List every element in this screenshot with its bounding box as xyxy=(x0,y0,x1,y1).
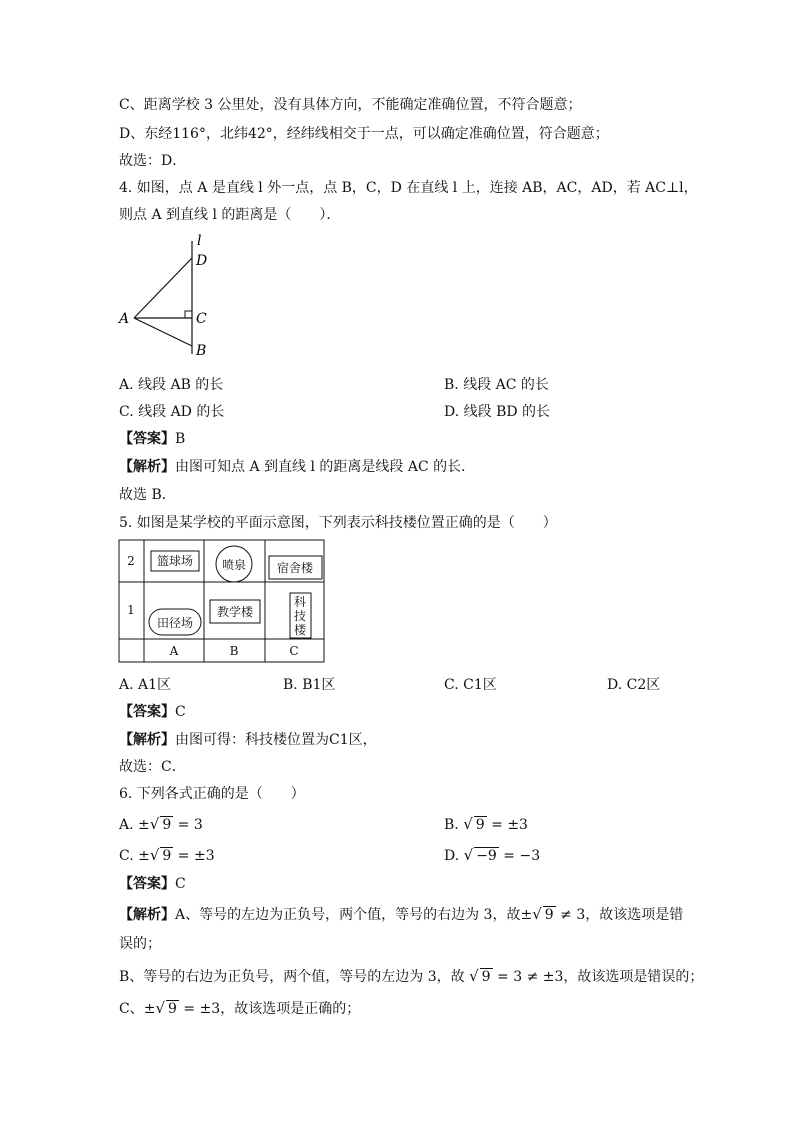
q6-option-a: A. ±√ 9 = 3 xyxy=(119,815,203,833)
q5-stem: 5. 如图是某学校的平面示意图，下列表示科技楼位置正确的是（ ） xyxy=(119,515,557,531)
q5-analysis xyxy=(119,730,377,750)
q5-answer xyxy=(119,702,186,722)
q5-option-c: C. C1区 xyxy=(444,677,497,693)
option-d-explanation: D、东经116°，北纬42°，经纬线相交于一点，可以确定准确位置，符合题意； xyxy=(119,126,609,142)
radical-sign: √ xyxy=(149,846,160,864)
q4-answer-value: B xyxy=(175,431,186,447)
q6-option-b: B. √ 9 = ±3 xyxy=(444,815,528,833)
q5-conclusion: 故选：C． xyxy=(119,759,186,775)
label-A: A xyxy=(119,311,130,327)
row-label-1: 1 xyxy=(127,603,135,617)
label-D: D xyxy=(196,253,208,269)
segment-AB xyxy=(134,318,192,346)
col-label-b: B xyxy=(229,644,239,658)
radical-sign: √ xyxy=(155,999,166,1017)
row-label-2: 2 xyxy=(127,554,135,568)
q6-answer-value: C xyxy=(175,876,186,892)
q5-school-map xyxy=(118,539,328,666)
tech-building-char-3: 楼 xyxy=(293,623,307,637)
analysis-tag: 【解析】 xyxy=(119,459,175,475)
q6-option-c: C. ±√ 9 = ±3 xyxy=(119,846,215,864)
q5-analysis-text: 由图可得：科技楼位置为C1区， xyxy=(175,732,377,748)
label-C: C xyxy=(196,311,207,327)
q6-analysis-b: B、等号的右边为正负号，两个值，等号的左边为 3，故 √ 9 = 3 ≠ ±3，故该选项是错误的； xyxy=(119,967,704,985)
q6-analysis-a-cont: 误的； xyxy=(119,936,161,952)
q4-stem-line2: 则点 A 到直线 l 的距离是（ ）． xyxy=(119,207,341,223)
right-angle-mark xyxy=(185,311,192,318)
teaching-building: 教学楼 xyxy=(216,605,254,619)
tech-building-char-2: 技 xyxy=(293,609,307,623)
q5-option-d: D. C2区 xyxy=(607,677,661,693)
q4-option-c: C. 线段 AD 的长 xyxy=(119,404,225,420)
q5-option-b: B. B1区 xyxy=(283,677,336,693)
q4-analysis-text: 由图可知点 A 到直线 l 的距离是线段 AC 的长． xyxy=(175,459,476,475)
radical-sign: √ xyxy=(149,815,160,833)
q4-stem-line1: 4. 如图，点 A 是直线 l 外一点，点 B，C，D 在直线 l 上，连接 AB，AC，AD，若 AC⊥l， xyxy=(119,180,698,196)
radical-sign: √ xyxy=(463,815,473,833)
q4-figure xyxy=(112,228,222,364)
q4-option-d: D. 线段 BD 的长 xyxy=(444,404,551,420)
q6-answer xyxy=(119,874,186,894)
analysis-tag: 【解析】 xyxy=(119,732,175,748)
q6-option-d: D. √ −9 = −3 xyxy=(444,846,541,864)
answer-tag: 【答案】 xyxy=(119,704,175,720)
previous-conclusion: 故选：D． xyxy=(119,153,187,169)
basketball-court: 篮球场 xyxy=(156,554,194,568)
radical-sign: √ xyxy=(532,905,542,923)
segment-AD xyxy=(134,258,192,318)
q5-option-a: A. A1区 xyxy=(119,677,172,693)
q4-analysis xyxy=(119,457,475,477)
fountain: 喷泉 xyxy=(221,558,247,572)
option-c-explanation: C、距离学校 3 公里处，没有具体方向，不能确定准确位置，不符合题意； xyxy=(119,97,582,113)
radical-sign: √ xyxy=(463,846,474,864)
q5-answer-value: C xyxy=(175,704,186,720)
q4-conclusion: 故选 B． xyxy=(119,487,176,503)
q4-option-a: A. 线段 AB 的长 xyxy=(119,377,224,393)
track-field: 田径场 xyxy=(156,616,194,630)
label-B: B xyxy=(196,343,207,359)
answer-tag: 【答案】 xyxy=(119,431,175,447)
answer-tag: 【答案】 xyxy=(119,876,175,892)
q6-analysis-c: C、±√ 9 = ±3，故该选项是正确的； xyxy=(119,999,361,1017)
q6-stem: 6. 下列各式正确的是（ ） xyxy=(119,786,305,802)
analysis-tag: 【解析】 xyxy=(119,907,175,923)
radical-sign: √ xyxy=(469,967,479,985)
label-l: l xyxy=(197,233,202,249)
tech-building-char-1: 科 xyxy=(293,595,307,609)
col-label-a: A xyxy=(169,644,179,658)
q6-analysis-a: 【解析】A、等号的左边为正负号，两个值，等号的右边为 3，故±√ 9 ≠ 3，故该选项是错 xyxy=(119,905,684,923)
col-label-c: C xyxy=(289,644,299,658)
q4-answer xyxy=(119,429,185,449)
q4-option-b: B. 线段 AC 的长 xyxy=(444,377,549,393)
dormitory: 宿舍楼 xyxy=(276,561,314,575)
